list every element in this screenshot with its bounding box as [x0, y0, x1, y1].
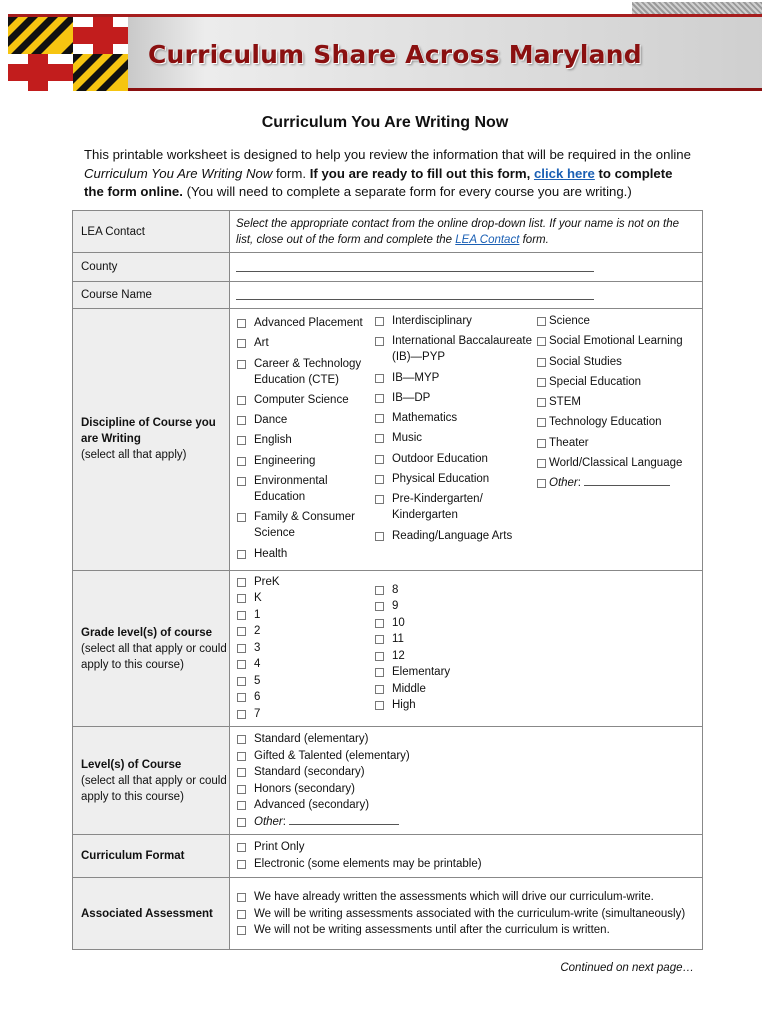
course-name-field-cell: [230, 282, 703, 309]
grade-option-label: 9: [392, 600, 399, 613]
level-option[interactable]: [236, 764, 696, 780]
discipline-option-label: STEM: [549, 396, 581, 409]
discipline-option[interactable]: [236, 335, 374, 351]
checkbox-icon[interactable]: [375, 586, 384, 595]
level-label: Level(s) of Course: [81, 758, 182, 771]
discipline-option-label: Pre-Kindergarten/ Kindergarten: [392, 493, 483, 522]
discipline-column-2: [374, 313, 536, 566]
grade-option-label: 4: [254, 658, 261, 671]
discipline-column-3: [536, 313, 696, 566]
county-field-cell: [230, 253, 703, 282]
format-label: Curriculum Format: [81, 850, 185, 863]
level-options: [230, 727, 703, 835]
checkbox-icon[interactable]: [375, 685, 384, 694]
checkbox-icon[interactable]: [375, 455, 384, 464]
checkbox-icon[interactable]: [237, 513, 246, 522]
assessment-label: Associated Assessment: [81, 907, 213, 920]
discipline-option[interactable]: [236, 546, 374, 562]
format-option[interactable]: [236, 856, 696, 872]
lea-contact-instructions: [230, 211, 703, 253]
checkbox-icon[interactable]: [237, 735, 246, 744]
checkbox-icon[interactable]: [237, 768, 246, 777]
grade-option[interactable]: [236, 574, 374, 590]
checkbox-icon[interactable]: [237, 627, 246, 636]
format-option-label: Electronic (some elements may be printable): [254, 857, 482, 870]
discipline-option[interactable]: [236, 356, 374, 388]
discipline-option-label: Reading/Language Arts: [392, 529, 513, 542]
banner-title: Curriculum Share Across Maryland: [148, 40, 642, 69]
discipline-option[interactable]: [236, 412, 374, 428]
checkbox-icon[interactable]: [237, 752, 246, 761]
checkbox-icon[interactable]: [375, 374, 384, 383]
assessment-option[interactable]: [236, 889, 696, 905]
checkbox-icon[interactable]: [537, 479, 546, 488]
discipline-other-label: Other: [549, 477, 578, 490]
lea-contact-link[interactable]: LEA Contact: [455, 234, 520, 246]
checkbox-icon[interactable]: [537, 358, 546, 367]
header-banner: [8, 14, 762, 91]
level-other-colon: :: [282, 815, 290, 828]
grade-option[interactable]: [236, 590, 374, 606]
discipline-other-blank[interactable]: [584, 485, 670, 486]
grade-option[interactable]: [374, 664, 534, 680]
continued-note: Continued on next page…: [560, 962, 694, 974]
checkbox-icon[interactable]: [237, 860, 246, 869]
grade-option[interactable]: [236, 673, 374, 689]
checkbox-icon[interactable]: [375, 668, 384, 677]
row-course-level: [73, 727, 703, 835]
checkbox-icon[interactable]: [375, 602, 384, 611]
discipline-option[interactable]: [536, 313, 696, 329]
level-option[interactable]: [236, 781, 696, 797]
row-grade-level: [73, 570, 703, 727]
discipline-column-1: [236, 313, 374, 566]
grade-option[interactable]: [236, 640, 374, 656]
discipline-option-label: IB—MYP: [392, 371, 440, 384]
checkbox-icon[interactable]: [237, 594, 246, 603]
discipline-option-label: World/Classical Language: [549, 457, 683, 470]
label-county: [73, 253, 230, 282]
discipline-option-label: Health: [254, 547, 288, 560]
level-option-label: Standard (secondary): [254, 766, 365, 779]
checkbox-icon[interactable]: [237, 710, 246, 719]
checkbox-icon[interactable]: [237, 785, 246, 794]
click-here-link[interactable]: click here: [533, 165, 595, 181]
intro-form-name: Curriculum You Are Writing Now: [84, 165, 273, 181]
grade-option-label: PreK: [254, 575, 280, 588]
discipline-option[interactable]: [236, 392, 374, 408]
discipline-option[interactable]: [374, 370, 536, 386]
checkbox-icon[interactable]: [237, 611, 246, 620]
checkbox-icon[interactable]: [237, 578, 246, 587]
discipline-option[interactable]: [374, 430, 536, 446]
grade-option[interactable]: [374, 582, 534, 598]
discipline-option[interactable]: [374, 528, 536, 544]
grade-option-label: 1: [254, 608, 261, 621]
discipline-option[interactable]: [536, 374, 696, 390]
discipline-option[interactable]: [536, 414, 696, 430]
grade-option-label: 12: [392, 649, 405, 662]
discipline-option-label: Art: [254, 337, 269, 350]
discipline-option[interactable]: [374, 410, 536, 426]
discipline-option-label: Interdisciplinary: [392, 315, 472, 327]
discipline-option-label: Dance: [254, 414, 288, 427]
discipline-option-label: Social Studies: [549, 355, 622, 368]
checkbox-icon[interactable]: [237, 677, 246, 686]
level-option-other[interactable]: [236, 814, 696, 830]
discipline-options: [230, 309, 703, 571]
discipline-option-label: IB—DP: [392, 391, 431, 404]
discipline-other-colon: :: [577, 477, 585, 490]
discipline-option-other[interactable]: [536, 475, 696, 491]
checkbox-icon[interactable]: [237, 550, 246, 559]
discipline-option[interactable]: [236, 509, 374, 541]
checkbox-icon[interactable]: [537, 317, 546, 326]
grade-option-label: Elementary: [392, 666, 451, 679]
checkbox-icon[interactable]: [237, 644, 246, 653]
grade-option-label: 7: [254, 707, 261, 720]
grade-option[interactable]: [374, 697, 534, 713]
row-county: [73, 253, 703, 282]
discipline-option[interactable]: [236, 315, 374, 331]
level-sublabel: (select all that apply or could apply to this course): [81, 774, 227, 803]
level-option[interactable]: [236, 797, 696, 813]
grade-option[interactable]: [374, 615, 534, 631]
discipline-option[interactable]: [374, 491, 536, 523]
row-lea-contact: [73, 211, 703, 253]
level-other-label: Other: [254, 815, 283, 828]
grade-option-label: K: [254, 592, 262, 605]
discipline-option[interactable]: [374, 471, 536, 487]
label-discipline: [73, 309, 230, 571]
grade-option-label: 5: [254, 674, 261, 687]
maryland-flag-logo: [8, 17, 138, 91]
label-course-level: [73, 727, 230, 835]
lea-text-1: Select the appropriate contact from the online drop-down list. If your name is not on the list, close out of the form and complete the: [236, 218, 679, 246]
checkbox-icon[interactable]: [237, 339, 246, 348]
discipline-option-label: Physical Education: [392, 473, 490, 486]
checkbox-icon[interactable]: [237, 457, 246, 466]
checkbox-icon[interactable]: [375, 635, 384, 644]
checkbox-icon[interactable]: [537, 337, 546, 346]
row-associated-assessment: [73, 878, 703, 950]
row-course-name: [73, 282, 703, 309]
grade-column-1: [236, 574, 374, 723]
grade-column-2: [374, 574, 534, 723]
row-discipline: [73, 309, 703, 571]
lea-text-2: form.: [519, 234, 549, 246]
checkbox-icon[interactable]: [237, 843, 246, 852]
county-blank-line[interactable]: [236, 271, 594, 272]
grade-option[interactable]: [236, 689, 374, 705]
label-curriculum-format: [73, 835, 230, 878]
assessment-column: [236, 889, 696, 939]
discipline-sublabel: (select all that apply): [81, 449, 187, 462]
assessment-option-label: We will be writing assessments associated with the curriculum-write (simultaneously): [254, 907, 686, 920]
level-option[interactable]: [236, 731, 696, 747]
discipline-option[interactable]: [236, 432, 374, 448]
grade-option-label: 11: [392, 633, 404, 646]
checkbox-icon[interactable]: [237, 926, 246, 935]
course-name-label: Course Name: [81, 289, 152, 301]
discipline-option[interactable]: [374, 313, 536, 329]
grade-option-label: 3: [254, 641, 261, 654]
grade-option[interactable]: [374, 598, 534, 614]
discipline-label: Discipline of Course you are Writing: [81, 417, 216, 446]
level-option-label: Honors (secondary): [254, 782, 355, 795]
discipline-option-label: Theater: [549, 436, 589, 449]
grade-option[interactable]: [236, 623, 374, 639]
checkbox-icon[interactable]: [537, 378, 546, 387]
discipline-option-label: Technology Education: [549, 416, 662, 429]
checkbox-icon[interactable]: [237, 801, 246, 810]
grade-option-label: 8: [392, 583, 399, 596]
label-grade-level: [73, 570, 230, 727]
discipline-option-label: Mathematics: [392, 412, 458, 425]
format-options: [230, 835, 703, 878]
grade-option[interactable]: [374, 681, 534, 697]
discipline-option-label: Environmental Education: [254, 475, 328, 504]
level-other-blank[interactable]: [289, 824, 399, 825]
checkbox-icon[interactable]: [237, 319, 246, 328]
page-title: Curriculum You Are Writing Now: [261, 114, 509, 131]
assessment-options: [230, 878, 703, 950]
checkbox-icon[interactable]: [237, 893, 246, 902]
checkbox-icon[interactable]: [375, 495, 384, 504]
discipline-option-label: English: [254, 434, 292, 447]
discipline-option[interactable]: [536, 354, 696, 370]
checkbox-icon[interactable]: [375, 337, 384, 346]
discipline-option[interactable]: [536, 333, 696, 349]
checkbox-icon[interactable]: [237, 360, 246, 369]
intro-ready-text: If you are ready to fill out this form,: [309, 165, 534, 181]
checkbox-icon[interactable]: [375, 414, 384, 423]
grade-option-label: High: [392, 699, 416, 712]
level-column: [236, 731, 696, 814]
level-option[interactable]: [236, 748, 696, 764]
checkbox-icon[interactable]: [537, 398, 546, 407]
level-option-label: Advanced (secondary): [254, 799, 370, 812]
intro-complete-online: to complete the form online.: [84, 165, 673, 199]
checkbox-icon[interactable]: [237, 910, 246, 919]
lea-contact-label: LEA Contact: [81, 225, 145, 238]
discipline-option-label: Computer Science: [254, 393, 349, 406]
checkbox-icon[interactable]: [375, 434, 384, 443]
grade-options: [230, 570, 703, 727]
checkbox-icon[interactable]: [237, 477, 246, 486]
format-option-label: Print Only: [254, 841, 305, 854]
checkbox-icon[interactable]: [237, 396, 246, 405]
discipline-option[interactable]: [236, 473, 374, 505]
checkbox-icon[interactable]: [537, 418, 546, 427]
format-column: [236, 839, 696, 872]
discipline-option-label: Outdoor Education: [392, 452, 488, 465]
worksheet-table: [72, 210, 703, 950]
discipline-option[interactable]: [536, 435, 696, 451]
checkbox-icon[interactable]: [375, 532, 384, 541]
label-associated-assessment: [73, 878, 230, 950]
checkbox-icon[interactable]: [237, 436, 246, 445]
format-option[interactable]: [236, 839, 696, 855]
discipline-option[interactable]: [536, 394, 696, 410]
grade-option-label: 2: [254, 625, 261, 638]
discipline-option[interactable]: [374, 451, 536, 467]
grade-option[interactable]: [374, 648, 534, 664]
level-option-label: Gifted & Talented (elementary): [254, 749, 410, 762]
grade-sublabel: (select all that apply or could apply to this course): [81, 642, 227, 671]
checkbox-icon[interactable]: [237, 416, 246, 425]
checkbox-icon[interactable]: [537, 439, 546, 448]
discipline-option-label: Social Emotional Learning: [549, 335, 683, 348]
grade-option[interactable]: [374, 631, 534, 647]
intro-paragraph: [84, 146, 694, 202]
assessment-option-label: We have already written the assessments which will drive our curriculum-write.: [254, 891, 654, 904]
grade-option[interactable]: [236, 706, 374, 722]
checkbox-icon[interactable]: [237, 693, 246, 702]
discipline-option-label: Engineering: [254, 454, 316, 467]
discipline-option-label: Advanced Placement: [254, 317, 363, 329]
grade-option-label: Middle: [392, 682, 426, 695]
discipline-option-label: Science: [549, 315, 590, 327]
intro-text-3: (You will need to complete a separate form for every course you are writing.): [182, 184, 632, 199]
checkbox-icon[interactable]: [375, 652, 384, 661]
grade-label: Grade level(s) of course: [81, 626, 213, 639]
checkbox-icon[interactable]: [375, 475, 384, 484]
assessment-option[interactable]: [236, 906, 696, 922]
discipline-option-label: Career & Technology Education (CTE): [254, 357, 362, 386]
discipline-option-label: Family & Consumer Science: [254, 511, 355, 540]
checkbox-icon[interactable]: [237, 818, 246, 827]
county-label: County: [81, 261, 118, 273]
discipline-option[interactable]: [236, 453, 374, 469]
checkbox-icon[interactable]: [537, 459, 546, 468]
grade-option-label: 10: [392, 616, 405, 629]
checkbox-icon[interactable]: [237, 660, 246, 669]
grade-option-label: 6: [254, 691, 261, 704]
assessment-option[interactable]: [236, 922, 696, 938]
course-name-blank-line[interactable]: [236, 299, 594, 300]
grade-option[interactable]: [236, 656, 374, 672]
level-option-label: Standard (elementary): [254, 733, 369, 746]
label-lea-contact: [73, 211, 230, 253]
checkbox-icon[interactable]: [375, 394, 384, 403]
intro-text-1: This printable worksheet is designed to help you review the information that will be required in the online: [84, 147, 691, 162]
discipline-option-label: Music: [392, 432, 423, 445]
intro-text-2: form.: [272, 165, 310, 181]
discipline-option[interactable]: [374, 390, 536, 406]
discipline-option[interactable]: [536, 455, 696, 471]
discipline-option[interactable]: [374, 333, 536, 365]
discipline-option-label: International Baccalaureate (IB)—PYP: [392, 335, 533, 364]
checkbox-icon[interactable]: [375, 701, 384, 710]
banner-underbar: [128, 88, 762, 91]
grade-option[interactable]: [236, 607, 374, 623]
row-curriculum-format: [73, 835, 703, 878]
label-course-name: [73, 282, 230, 309]
assessment-option-label: We will not be writing assessments until after the curriculum is written.: [254, 924, 610, 937]
checkbox-icon[interactable]: [375, 619, 384, 628]
discipline-option-label: Special Education: [549, 375, 642, 388]
checkbox-icon[interactable]: [375, 317, 384, 326]
